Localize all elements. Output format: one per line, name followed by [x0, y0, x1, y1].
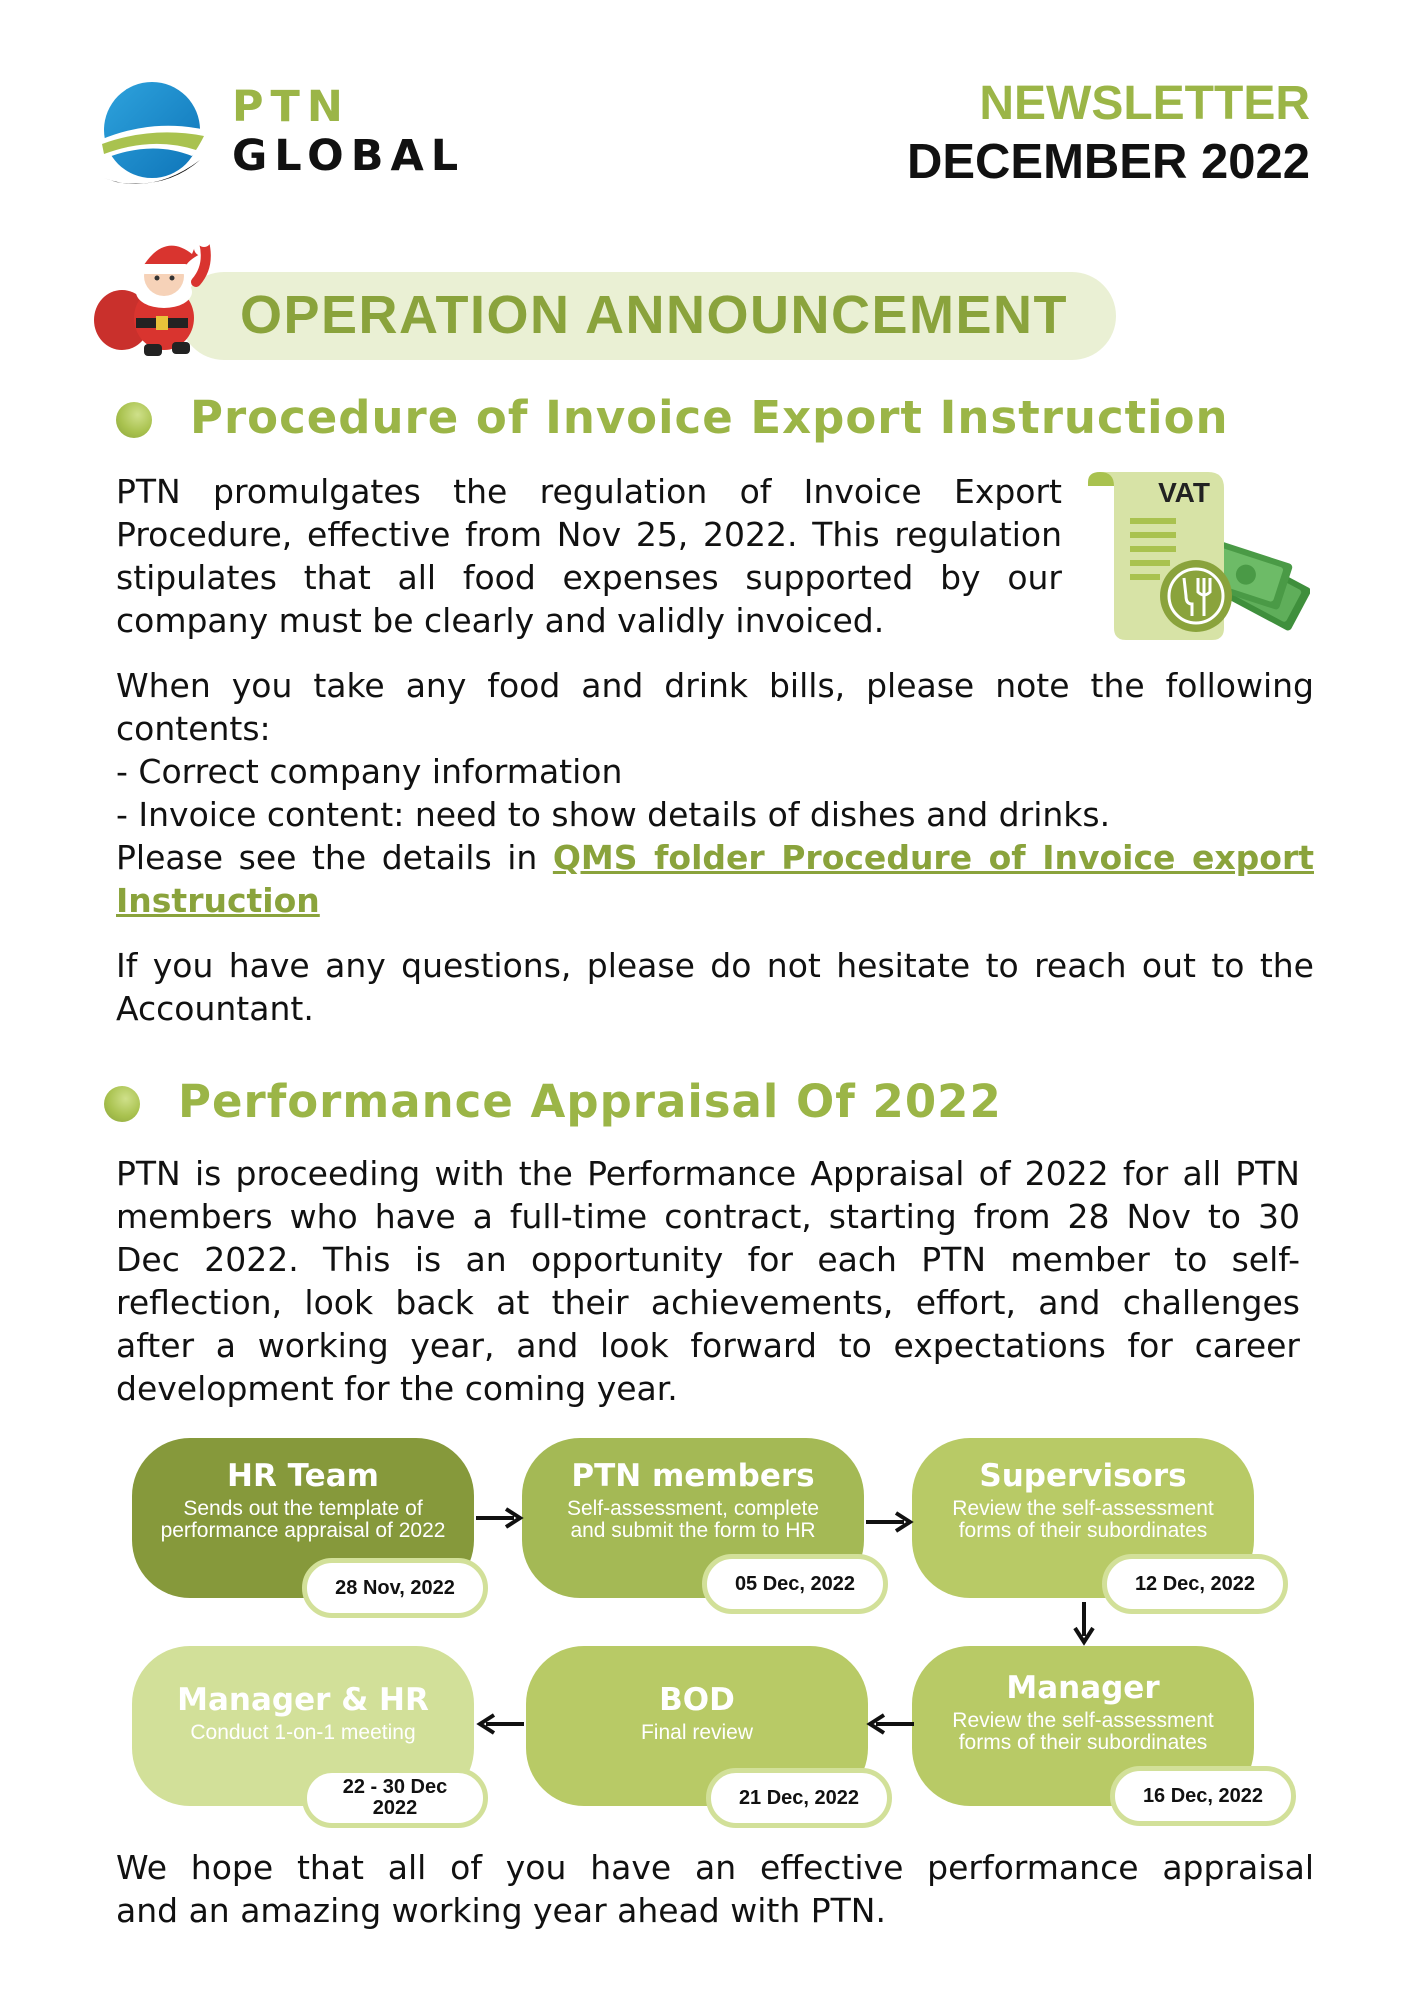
closing-line: We hope that all of you have an effective performance appraisal [116, 1848, 1314, 1887]
appraisal-line: after a working year, and look forward to expectations for career [116, 1326, 1300, 1365]
issue-date: DECEMBER 2022 [906, 135, 1310, 189]
flow-step-title: HR Team [227, 1458, 379, 1494]
flow-date-text: 12 Dec, 2022 [1134, 1572, 1256, 1595]
details-prefix: Please see the details in [116, 838, 538, 877]
brand-name [232, 82, 466, 181]
flow-step-title: PTN members [571, 1458, 815, 1494]
invoice-notes [116, 664, 1314, 922]
section-bullet-icon [104, 1086, 140, 1122]
flow-step-desc: Conduct 1-on-1 meeting [190, 1721, 416, 1744]
appraisal-line: PTN is proceeding with the Performance Appraisal of 2022 for all PTN [116, 1154, 1300, 1193]
qms-folder-link[interactable]: QMS folder Procedure of Invoice export [552, 838, 1314, 877]
ptn-global-logo-icon [96, 78, 208, 196]
brand-line-ptn: PTN [232, 82, 350, 132]
flow-step-title: Manager & HR [177, 1682, 429, 1718]
invoice-intro-line: Procedure, effective from Nov 25, 2022. This regulation [116, 515, 1062, 554]
arrow-right-icon [474, 1506, 524, 1530]
flow-step-date [302, 1768, 488, 1828]
qms-folder-link-continued[interactable]: Instruction [116, 881, 320, 920]
closing-paragraph [116, 1846, 1314, 1932]
flow-step-desc: forms of their subordinates [958, 1519, 1208, 1542]
newsletter-label: NEWSLETTER [979, 77, 1310, 130]
arrow-down-icon [1072, 1600, 1096, 1646]
flow-step-title: BOD [659, 1682, 735, 1718]
flow-step-desc: Final review [640, 1721, 754, 1744]
questions-line: If you have any questions, please do not hesitate to reach out to the [116, 946, 1314, 985]
invoice-intro [116, 470, 1062, 642]
invoice-intro-line: stipulates that all food expenses supported by our [116, 558, 1062, 597]
invoice-intro-line: company must be clearly and validly invoiced. [116, 601, 885, 640]
flow-step-desc: Review the self-assessment [952, 1709, 1214, 1732]
flow-step-desc: Sends out the template of [183, 1497, 423, 1520]
flow-date-text: 2022 [372, 1797, 418, 1819]
invoice-note-line: contents: [116, 709, 271, 748]
flow-step-desc: Self-assessment, complete [566, 1497, 820, 1520]
invoice-section-heading: Procedure of Invoice Export Instruction [190, 391, 1229, 444]
newsletter-header [906, 77, 1310, 189]
flow-step-date [1110, 1766, 1296, 1826]
flow-step-date [706, 1768, 892, 1828]
invoice-intro-line: PTN promulgates the regulation of Invoice Export [116, 472, 1062, 511]
section-bullet-icon [116, 402, 152, 438]
appraisal-line: reflection, look back at their achievements, effort, and challenges [116, 1283, 1300, 1322]
appraisal-line: development for the coming year. [116, 1369, 678, 1408]
questions-line: Accountant. [116, 989, 314, 1028]
flow-date-text: 16 Dec, 2022 [1142, 1784, 1264, 1807]
invoice-questions [116, 944, 1314, 1030]
appraisal-section-heading: Performance Appraisal Of 2022 [178, 1075, 1002, 1128]
flow-step-desc: performance appraisal of 2022 [160, 1519, 446, 1542]
flow-step-date [1102, 1554, 1288, 1614]
invoice-details-line [116, 836, 1314, 879]
flow-step-desc: forms of their subordinates [958, 1731, 1208, 1754]
flow-date-text: 05 Dec, 2022 [734, 1572, 856, 1595]
flow-date-text: 28 Nov, 2022 [335, 1576, 455, 1599]
flow-step-date [702, 1554, 888, 1614]
invoice-note-line: - Invoice content: need to show details of dishes and drinks. [116, 795, 1111, 834]
appraisal-line: members who have a full-time contract, starting from 28 Nov to 30 [116, 1197, 1300, 1236]
appraisal-intro [116, 1152, 1300, 1410]
invoice-note-line: - Correct company information [116, 752, 623, 791]
appraisal-line: Dec 2022. This is an opportunity for each PTN member to self- [116, 1240, 1300, 1279]
invoice-note-line: When you take any food and drink bills, please note the following [116, 666, 1314, 705]
vat-invoice-icon [1084, 468, 1310, 644]
closing-line: and an amazing working year ahead with PTN. [116, 1891, 886, 1930]
flow-step-date [302, 1558, 488, 1618]
arrow-left-icon [866, 1712, 916, 1736]
flow-step-title: Manager [1006, 1670, 1160, 1706]
santa-claus-icon [92, 222, 218, 358]
flow-step-desc: Review the self-assessment [952, 1497, 1214, 1520]
flow-step-title: Supervisors [979, 1458, 1187, 1494]
arrow-left-icon [476, 1712, 526, 1736]
arrow-right-icon [864, 1510, 914, 1534]
flow-step-desc: and submit the form to HR [570, 1519, 816, 1542]
flow-date-text: 21 Dec, 2022 [738, 1786, 860, 1809]
flow-date-text: 22 - 30 Dec [342, 1776, 448, 1798]
invoice-details-line [116, 879, 1314, 922]
brand-line-global: GLOBAL [232, 131, 466, 181]
banner-title: OPERATION ANNOUNCEMENT [240, 285, 1068, 345]
svg-text:VAT: VAT [1158, 477, 1210, 508]
